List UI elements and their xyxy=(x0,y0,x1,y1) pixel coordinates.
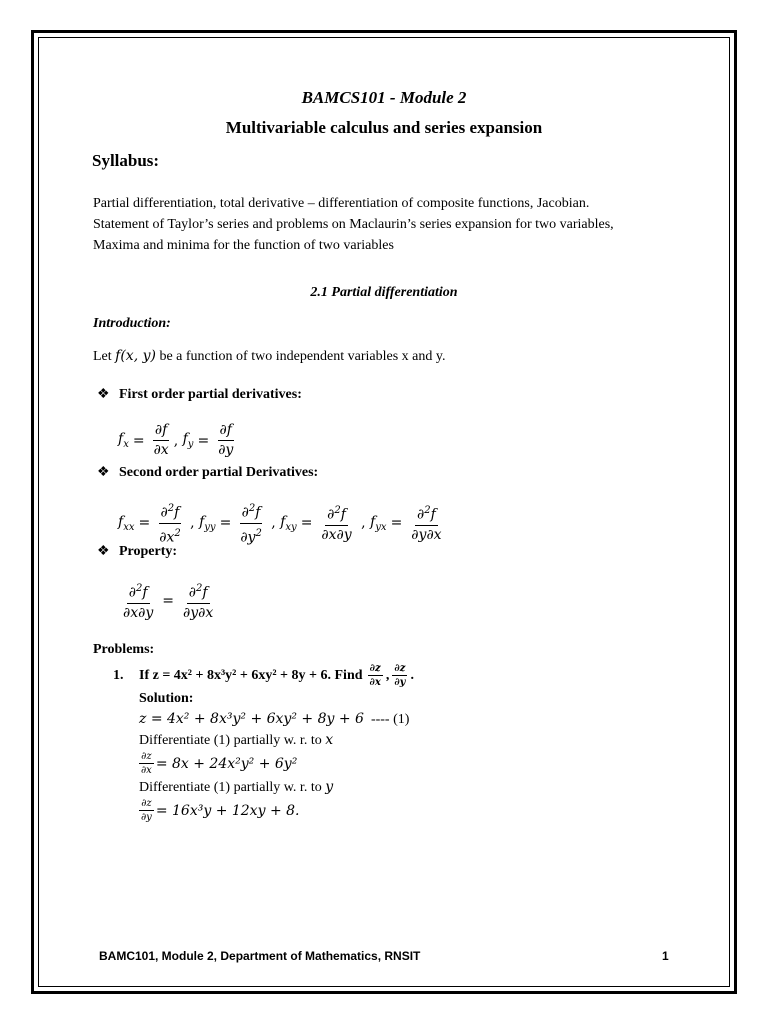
bullet-first-order-label: First order partial derivatives: xyxy=(119,387,302,402)
diamond-bullet-icon: ❖ xyxy=(97,387,110,402)
footer-text: BAMC101, Module 2, Department of Mathematics, RNSIT xyxy=(99,949,421,963)
dz-dy-rhs: = 16x³y + 12xy + 8. xyxy=(155,802,300,819)
syllabus-heading: Syllabus: xyxy=(92,151,160,170)
equation-1: z = 4x² + 8x³y² + 6xy² + 8y + 6 xyxy=(139,711,364,727)
property-formula: $\frac{\partial^2f}{\partial x\partial y}$ = $\frac{\partial^2f}{\partial y\partial x}$ xyxy=(118,580,218,622)
page-number: 1 xyxy=(662,949,669,963)
let-suffix: be a function of two independent variables x and y. xyxy=(159,349,446,364)
problems-heading: Problems: xyxy=(93,642,155,657)
equation-1-ref: ---- (1) xyxy=(370,712,410,727)
dz-dx-result xyxy=(139,751,297,776)
second-order-formula: $f_{xx}$ = $\frac{\partial^2f}{\partial x^2}$ , $f_{yy}$ = $\frac{\partial^2f}{\partial y^2}$ , $f_{xy}$ = $\frac{\partial^2f}{\partial x\partial y}$ , $f_{yx}$ = $\frac{\partial^2f}{\partial y\partial x}$ xyxy=(118,500,447,546)
problem-1: 1. If z = 4x² + 8x³y² + 6xy² + 8y + 6. Find $\frac{\partial z}{\partial x}$ , $\frac{\partial z}{\partial y}$ . xyxy=(113,663,414,688)
syllabus-text xyxy=(93,193,693,256)
solution-equation-1 xyxy=(139,711,409,728)
dz-dy-fraction: $\frac{\partial z}{\partial y}$ xyxy=(394,663,406,688)
first-order-formula: $f_x$ = $\frac{\partial f}{\partial x}$ , $f_y$ = $\frac{\partial f}{\partial y}$ xyxy=(118,422,234,458)
differentiate-y-line xyxy=(139,779,333,796)
syllabus-line-3: Maxima and minima for the function of two variables xyxy=(93,238,394,253)
function-notation: f(x, y) xyxy=(115,348,156,364)
differentiate-y-text: Differentiate (1) partially w. r. to xyxy=(139,780,322,795)
variable-y: y xyxy=(325,779,334,795)
diamond-bullet-icon: ❖ xyxy=(97,544,110,559)
dz-dy-lhs: $\frac{\partial z}{\partial y}$ xyxy=(141,798,152,823)
let-prefix: Let xyxy=(93,349,112,364)
problem-1-text: If z = 4x² + 8x³y² + 6xy² + 8y + 6. Find xyxy=(139,667,363,683)
syllabus-line-2: Statement of Taylor’s series and problems on Maclaurin’s series expansion for two variables, xyxy=(93,217,614,232)
dz-dx-rhs: = 8x + 24x²y² + 6y² xyxy=(155,755,298,772)
bullet-first-order xyxy=(97,386,302,403)
bullet-property-label: Property: xyxy=(119,544,178,559)
solution-label: Solution: xyxy=(139,691,194,706)
document-title: BAMCS101 - Module 2 xyxy=(301,88,467,107)
variable-x: x xyxy=(325,732,334,748)
introduction-heading: Introduction: xyxy=(93,316,171,331)
differentiate-x-line xyxy=(139,732,333,749)
dz-dx-fraction: $\frac{\partial z}{\partial x}$ xyxy=(369,663,381,688)
bullet-second-order-label: Second order partial Derivatives: xyxy=(119,465,319,480)
intro-sentence xyxy=(93,348,445,365)
diamond-bullet-icon: ❖ xyxy=(97,465,110,480)
section-heading: 2.1 Partial differentiation xyxy=(310,285,458,300)
dz-dx-lhs: $\frac{\partial z}{\partial x}$ xyxy=(141,751,152,776)
problem-1-number: 1. xyxy=(113,667,124,683)
bullet-property xyxy=(97,543,177,560)
syllabus-line-1: Partial differentiation, total derivative – differentiation of composite functions, Jacobian. xyxy=(93,196,590,211)
bullet-second-order xyxy=(97,464,318,481)
document-subtitle: Multivariable calculus and series expansion xyxy=(225,118,543,137)
differentiate-x-text: Differentiate (1) partially w. r. to xyxy=(139,733,322,748)
dz-dy-result xyxy=(139,798,299,823)
